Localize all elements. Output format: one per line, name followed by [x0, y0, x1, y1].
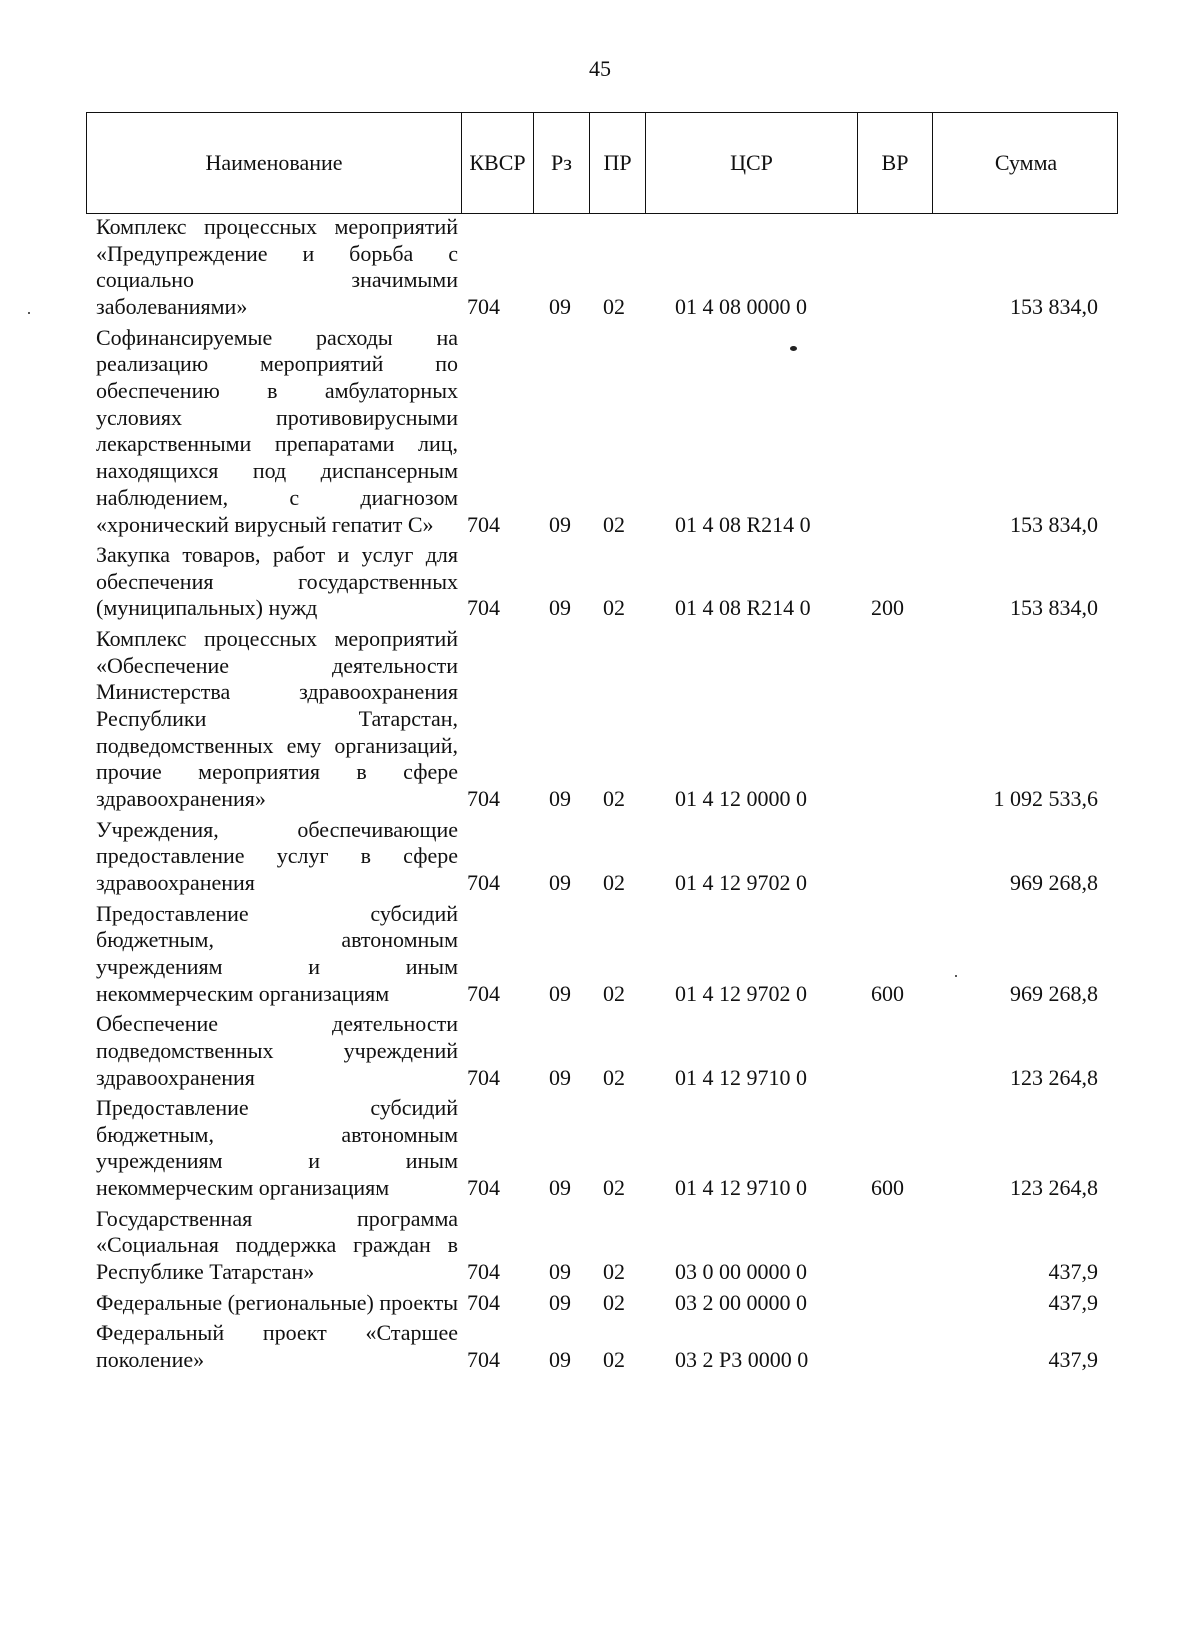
table-row	[86, 214, 1118, 321]
row-rz: 09	[549, 1259, 571, 1285]
scan-speck	[790, 346, 797, 351]
row-kvsr: 704	[467, 294, 500, 320]
row-pr: 02	[603, 1175, 625, 1201]
row-kvsr: 704	[467, 1346, 500, 1372]
row-kvsr: 704	[467, 1064, 500, 1090]
row-rz: 09	[549, 1175, 571, 1201]
scan-speck	[955, 975, 957, 977]
row-rz: 09	[549, 1289, 571, 1315]
row-pr: 02	[603, 980, 625, 1006]
row-kvsr: 704	[467, 595, 500, 621]
table-row	[86, 1011, 1118, 1091]
scan-speck	[28, 312, 30, 314]
row-name: Федеральный проект «Старшее поколение»	[96, 1320, 458, 1372]
row-pr: 02	[603, 1259, 625, 1285]
row-csr: 03 0 00 0000 0	[675, 1259, 807, 1285]
row-name: Обеспечение деятельности подведомственных учреждений здравоохранения	[96, 1011, 458, 1090]
row-pr: 02	[603, 511, 625, 537]
row-sum: 969 268,8	[1010, 980, 1098, 1006]
table-row	[86, 1290, 1118, 1317]
table-row	[86, 1095, 1118, 1202]
row-sum: 153 834,0	[1010, 595, 1098, 621]
table-row	[86, 542, 1118, 622]
row-name: Предоставление субсидий бюджетным, автономным учреждениям и иным некоммерческим организациям	[96, 900, 458, 1006]
header-sum: Сумма	[994, 150, 1058, 175]
row-name: Учреждения, обеспечивающие предоставление услуг в сфере здравоохранения	[96, 816, 458, 896]
row-csr: 01 4 12 9702 0	[675, 870, 807, 896]
row-pr: 02	[603, 870, 625, 896]
table-row	[86, 1206, 1118, 1286]
row-rz: 09	[549, 511, 571, 537]
row-csr: 01 4 08 R214 0	[675, 511, 811, 537]
row-vr: 200	[871, 595, 904, 621]
table-row	[86, 817, 1118, 897]
row-sum: 123 264,8	[1010, 1064, 1098, 1090]
row-pr: 02	[603, 1064, 625, 1090]
row-kvsr: 704	[467, 511, 500, 537]
table-row	[86, 626, 1118, 813]
row-name: Комплекс процессных мероприятий «Предупреждение и борьба с социально значимыми заболеваниями»	[96, 214, 458, 320]
row-name: Закупка товаров, работ и услуг для обеспечения государственных (муниципальных) нужд	[96, 542, 458, 621]
row-csr: 03 2 P3 0000 0	[675, 1346, 809, 1372]
row-pr: 02	[603, 595, 625, 621]
row-kvsr: 704	[467, 870, 500, 896]
row-kvsr: 704	[467, 1259, 500, 1285]
row-name: Федеральные (региональные) проекты	[96, 1289, 458, 1315]
row-rz: 09	[549, 1064, 571, 1090]
row-rz: 09	[549, 870, 571, 896]
row-csr: 03 2 00 0000 0	[675, 1289, 807, 1315]
row-sum: 123 264,8	[1010, 1175, 1098, 1201]
row-name: Предоставление субсидий бюджетным, автономным учреждениям и иным некоммерческим организациям	[96, 1095, 458, 1201]
row-csr: 01 4 08 0000 0	[675, 294, 807, 320]
row-sum: 437,9	[1048, 1346, 1098, 1372]
row-kvsr: 704	[467, 1175, 500, 1201]
row-kvsr: 704	[467, 1289, 500, 1315]
row-sum: 1 092 533,6	[993, 786, 1098, 812]
row-name: Комплекс процессных мероприятий «Обеспечение деятельности Министерства здравоохранения Республики Татарстан, подведомственных ему организаций, прочие мероприятия в сфере здравоохранения»	[96, 625, 458, 812]
table-row	[86, 325, 1118, 539]
header-pr: ПР	[590, 113, 646, 213]
row-name: Государственная программа «Социальная поддержка граждан в Республике Татарстан»	[96, 1205, 458, 1285]
row-kvsr: 704	[467, 786, 500, 812]
row-sum: 969 268,8	[1010, 870, 1098, 896]
row-pr: 02	[603, 1289, 625, 1315]
row-rz: 09	[549, 786, 571, 812]
row-sum: 153 834,0	[1010, 294, 1098, 320]
row-kvsr: 704	[467, 980, 500, 1006]
header-vr: ВР	[858, 113, 933, 213]
row-csr: 01 4 12 9702 0	[675, 980, 807, 1006]
row-pr: 02	[603, 786, 625, 812]
row-rz: 09	[549, 1346, 571, 1372]
row-csr: 01 4 08 R214 0	[675, 595, 811, 621]
header-rz: Рз	[534, 113, 590, 213]
row-pr: 02	[603, 294, 625, 320]
row-rz: 09	[549, 294, 571, 320]
page-number: 45	[589, 56, 611, 81]
row-rz: 09	[549, 980, 571, 1006]
row-vr: 600	[871, 1175, 904, 1201]
row-sum: 153 834,0	[1010, 511, 1098, 537]
table-row	[86, 1320, 1118, 1373]
table-body	[86, 214, 1118, 1377]
table-row	[86, 901, 1118, 1008]
row-sum: 437,9	[1048, 1289, 1098, 1315]
table-header	[86, 112, 1118, 214]
header-csr: ЦСР	[646, 113, 858, 213]
row-csr: 01 4 12 9710 0	[675, 1064, 807, 1090]
row-sum: 437,9	[1048, 1259, 1098, 1285]
row-rz: 09	[549, 595, 571, 621]
row-csr: 01 4 12 0000 0	[675, 786, 807, 812]
header-name: Наименование	[87, 113, 462, 213]
header-kvsr: КВСР	[462, 113, 534, 213]
row-vr: 600	[871, 980, 904, 1006]
row-name: Софинансируемые расходы на реализацию мероприятий по обеспечению в амбулаторных условиях противовирусными лекарственными препаратами лиц, находящихся под диспансерным наблюдением, с диагнозом «хронический вирусный гепатит С»	[96, 324, 458, 537]
row-pr: 02	[603, 1346, 625, 1372]
row-csr: 01 4 12 9710 0	[675, 1175, 807, 1201]
